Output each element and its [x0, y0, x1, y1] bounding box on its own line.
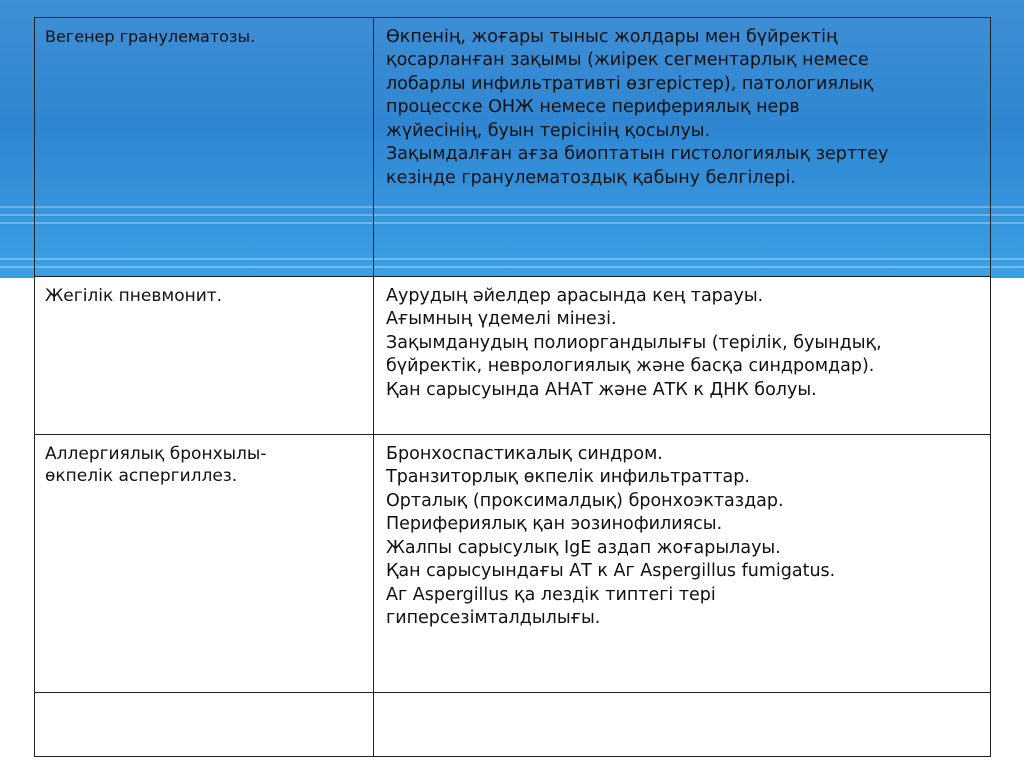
- description-cell: [374, 435, 991, 693]
- table-row: [35, 693, 991, 757]
- description-line: кезінде гранулематоздық қабыну белгілері.: [386, 167, 796, 188]
- description-line: Жалпы сарысулық IgE аздап жоғарылауы.: [386, 537, 781, 558]
- table-row: [35, 277, 991, 435]
- description-line: Зақымдалған ағза биоптатын гистологиялық зерттеу: [386, 144, 889, 165]
- description-line: гиперсезімталдылығы.: [386, 608, 601, 629]
- description-cell: [374, 18, 991, 277]
- description-line: Ағымның үдемелі мінезі.: [386, 309, 617, 330]
- term-text: Жегілік пневмонит.: [45, 286, 223, 306]
- description-line: Қан сарысуында АНАТ және АТК к ДНК болуы.: [386, 379, 817, 400]
- description-line: Транзиторлық өкпелік инфильтраттар.: [386, 467, 750, 488]
- description-line: Қан сарысуындағы АТ к Аг Aspergillus fumigatus.: [386, 561, 836, 582]
- empty-cell: [374, 693, 991, 757]
- diagnosis-table: [34, 17, 991, 757]
- description-line: Аг Aspergillus қа лездік типтегі тері: [386, 584, 716, 605]
- table-row: [35, 435, 991, 693]
- description-line: лобарлы инфильтративті өзгерістер), патологиялық: [386, 73, 874, 94]
- description-line: Зақымданудың полиоргандылығы (терілік, буындық,: [386, 332, 882, 353]
- term-text: Аллергиялық бронхылы-: [45, 444, 267, 464]
- description-line: Бронхоспастикалық синдром.: [386, 444, 663, 464]
- term-cell: [35, 277, 374, 435]
- description-line: қосарланған зақымы (жиірек сегментарлық немесе: [386, 50, 869, 71]
- description-line: бүйректік, неврологиялық және басқа синдромдар).: [386, 356, 875, 377]
- description-line: Аурудың әйелдер арасында кең тарауы.: [386, 286, 764, 306]
- term-cell: [35, 18, 374, 277]
- description-line: Перифериялық қан эозинофилиясы.: [386, 514, 723, 535]
- empty-cell: [35, 693, 374, 757]
- term-cell: [35, 435, 374, 693]
- description-line: Өкпенің, жоғары тыныс жолдары мен бүйректің: [386, 27, 838, 47]
- table-row: [35, 18, 991, 277]
- description-line: Орталық (проксималдық) бронхоэктаздар.: [386, 490, 784, 511]
- term-text: Вегенер гранулематозы.: [45, 27, 256, 46]
- description-line: процесске ОНЖ немесе перифериялық нерв: [386, 97, 800, 118]
- description-line: жүйесінің, буын терісінің қосылуы.: [386, 120, 711, 141]
- description-cell: [374, 277, 991, 435]
- term-text: өкпелік аспергиллез.: [45, 466, 238, 487]
